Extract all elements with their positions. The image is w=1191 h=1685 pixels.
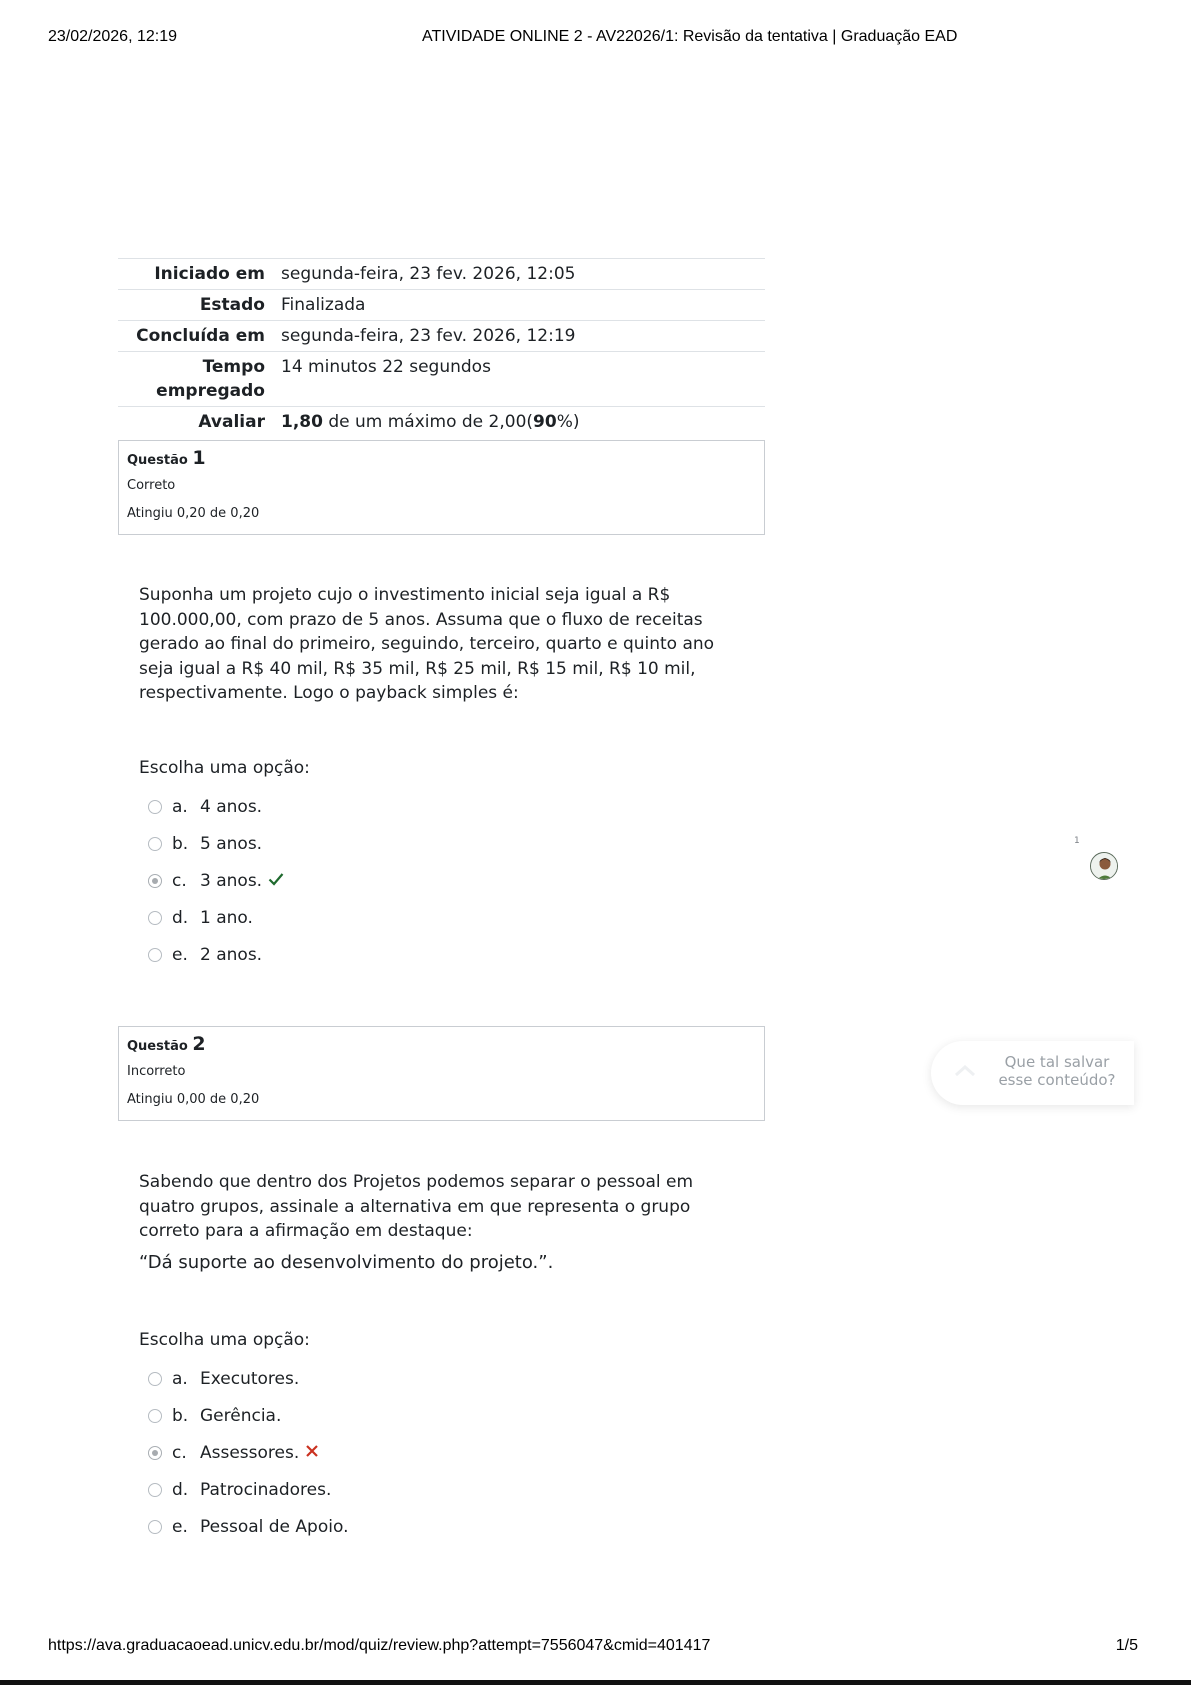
answer-option-c[interactable] <box>148 1434 568 1471</box>
answer-option-e[interactable] <box>148 1508 568 1545</box>
answer-text: Pessoal de Apoio. <box>200 1516 349 1537</box>
bottom-edge-strip <box>0 1680 1191 1685</box>
answer-text: Patrocinadores. <box>200 1479 332 1500</box>
answer-letter: a. <box>172 1368 188 1389</box>
answer-text: 2 anos. <box>200 944 263 965</box>
grade-middle: de um máximo de 2,00( <box>328 412 534 432</box>
summary-label: Iniciado em <box>154 264 265 284</box>
summary-row-state <box>118 290 765 321</box>
question-state: Incorreto <box>127 1064 186 1079</box>
question-text-2: Sabendo que dentro dos Projetos podemos separar o pessoal em quatro grupos, assinale a alternativa em que representa o grupo correto para a afirmação em destaque: <box>139 1172 694 1241</box>
answer-letter: b. <box>172 1405 189 1426</box>
answer-option-d[interactable] <box>148 1471 568 1508</box>
radio-button[interactable] <box>148 1520 162 1534</box>
print-header <box>48 28 1143 50</box>
save-widget-line2: esse conteúdo? <box>998 1071 1116 1089</box>
check-icon <box>268 870 284 891</box>
answer-text: 4 anos. <box>200 796 263 817</box>
summary-row-completed <box>118 321 765 352</box>
summary-value: 14 minutos 22 segundos <box>281 357 491 377</box>
answer-letter: c. <box>172 870 187 891</box>
summary-label: Estado <box>199 295 265 315</box>
side-count-badge: 1 <box>1074 836 1080 846</box>
radio-button[interactable] <box>148 1409 162 1423</box>
radio-button-selected[interactable] <box>148 1446 162 1460</box>
choose-option-prompt: Escolha uma opção: <box>139 758 310 778</box>
save-content-widget[interactable] <box>931 1041 1134 1105</box>
answer-letter: e. <box>172 944 188 965</box>
answer-text: Gerência. <box>200 1405 282 1426</box>
answer-letter: c. <box>172 1442 187 1463</box>
attempt-summary-table <box>118 258 765 437</box>
question-number-value: 1 <box>192 447 206 469</box>
answer-letter: a. <box>172 796 188 817</box>
answer-option-a[interactable] <box>148 1360 568 1397</box>
save-widget-text <box>991 1053 1123 1089</box>
question-info-2 <box>118 1026 765 1121</box>
print-url: https://ava.graduacaoead.unicv.edu.br/mod/quiz/review.php?attempt=7556047&cmid=401417 <box>48 1637 711 1654</box>
summary-value: segunda-feira, 23 fev. 2026, 12:19 <box>281 326 576 346</box>
answer-option-c[interactable] <box>148 862 568 899</box>
question-label: Questão <box>127 1039 188 1054</box>
radio-button-selected[interactable] <box>148 874 162 888</box>
summary-label: Tempo empregado <box>156 357 265 401</box>
answer-letter: e. <box>172 1516 188 1537</box>
radio-button[interactable] <box>148 800 162 814</box>
grade-percent: 90 <box>533 412 557 432</box>
answer-letter: d. <box>172 907 189 928</box>
question-text-1: Suponha um projeto cujo o investimento inicial seja igual a R$ 100.000,00, com prazo de 5 anos. Assuma que o fluxo de receitas gerado ao final do primeiro, seguindo, terceiro, quarto e quinto ano seja igual a R$ 40 mil, R$ 35 mil, R$ 25 mil, R$ 15 mil, R$ 10 mil, respectivamente. Logo o payback simples é: <box>139 585 715 703</box>
radio-button[interactable] <box>148 837 162 851</box>
summary-label: Avaliar <box>198 412 265 432</box>
grade-score: 1,80 <box>281 412 323 432</box>
answer-text: Executores. <box>200 1368 300 1389</box>
summary-value: segunda-feira, 23 fev. 2026, 12:05 <box>281 264 576 284</box>
answer-text: 1 ano. <box>200 907 253 928</box>
grade-suffix: %) <box>556 412 580 432</box>
answer-letter: b. <box>172 833 189 854</box>
choose-option-prompt: Escolha uma opção: <box>139 1330 310 1350</box>
question-number <box>127 1033 756 1058</box>
summary-grade-value <box>276 407 765 438</box>
save-widget-line1: Que tal salvar <box>1004 1053 1110 1071</box>
answer-text: 3 anos. <box>200 870 263 891</box>
question-number-value: 2 <box>192 1033 206 1055</box>
print-page-title: ATIVIDADE ONLINE 2 - AV22026/1: Revisão da tentativa | Graduação EAD <box>422 28 958 45</box>
print-datetime: 23/02/2026, 12:19 <box>48 28 178 45</box>
answer-letter: d. <box>172 1479 189 1500</box>
question-grade: Atingiu 0,00 de 0,20 <box>127 1092 260 1107</box>
answer-option-b[interactable] <box>148 1397 568 1434</box>
answer-option-e[interactable] <box>148 936 568 973</box>
answer-text: Assessores. <box>200 1442 300 1463</box>
radio-button[interactable] <box>148 1372 162 1386</box>
avatar-icon[interactable] <box>1090 852 1118 880</box>
answer-list-2 <box>148 1360 568 1545</box>
answer-text: 5 anos. <box>200 833 263 854</box>
radio-button[interactable] <box>148 1483 162 1497</box>
summary-row-started <box>118 259 765 290</box>
question-quote-2: “Dá suporte ao desenvolvimento do projeto.”. <box>139 1252 554 1273</box>
summary-row-grade <box>118 407 765 438</box>
question-grade: Atingiu 0,20 de 0,20 <box>127 506 260 521</box>
summary-label: Concluída em <box>136 326 265 346</box>
radio-button[interactable] <box>148 948 162 962</box>
answer-option-a[interactable] <box>148 788 568 825</box>
answer-option-b[interactable] <box>148 825 568 862</box>
question-state: Correto <box>127 478 176 493</box>
radio-button[interactable] <box>148 911 162 925</box>
question-number <box>127 447 756 472</box>
question-info-1 <box>118 440 765 535</box>
question-label: Questão <box>127 453 188 468</box>
summary-row-time-taken <box>118 352 765 407</box>
answer-option-d[interactable] <box>148 899 568 936</box>
summary-value: Finalizada <box>281 295 366 315</box>
print-page-number: 1/5 <box>1115 1637 1138 1654</box>
answer-list-1 <box>148 788 568 973</box>
bookmark-icon <box>953 1061 977 1089</box>
print-footer <box>48 1637 1143 1659</box>
cross-icon <box>305 1442 319 1463</box>
